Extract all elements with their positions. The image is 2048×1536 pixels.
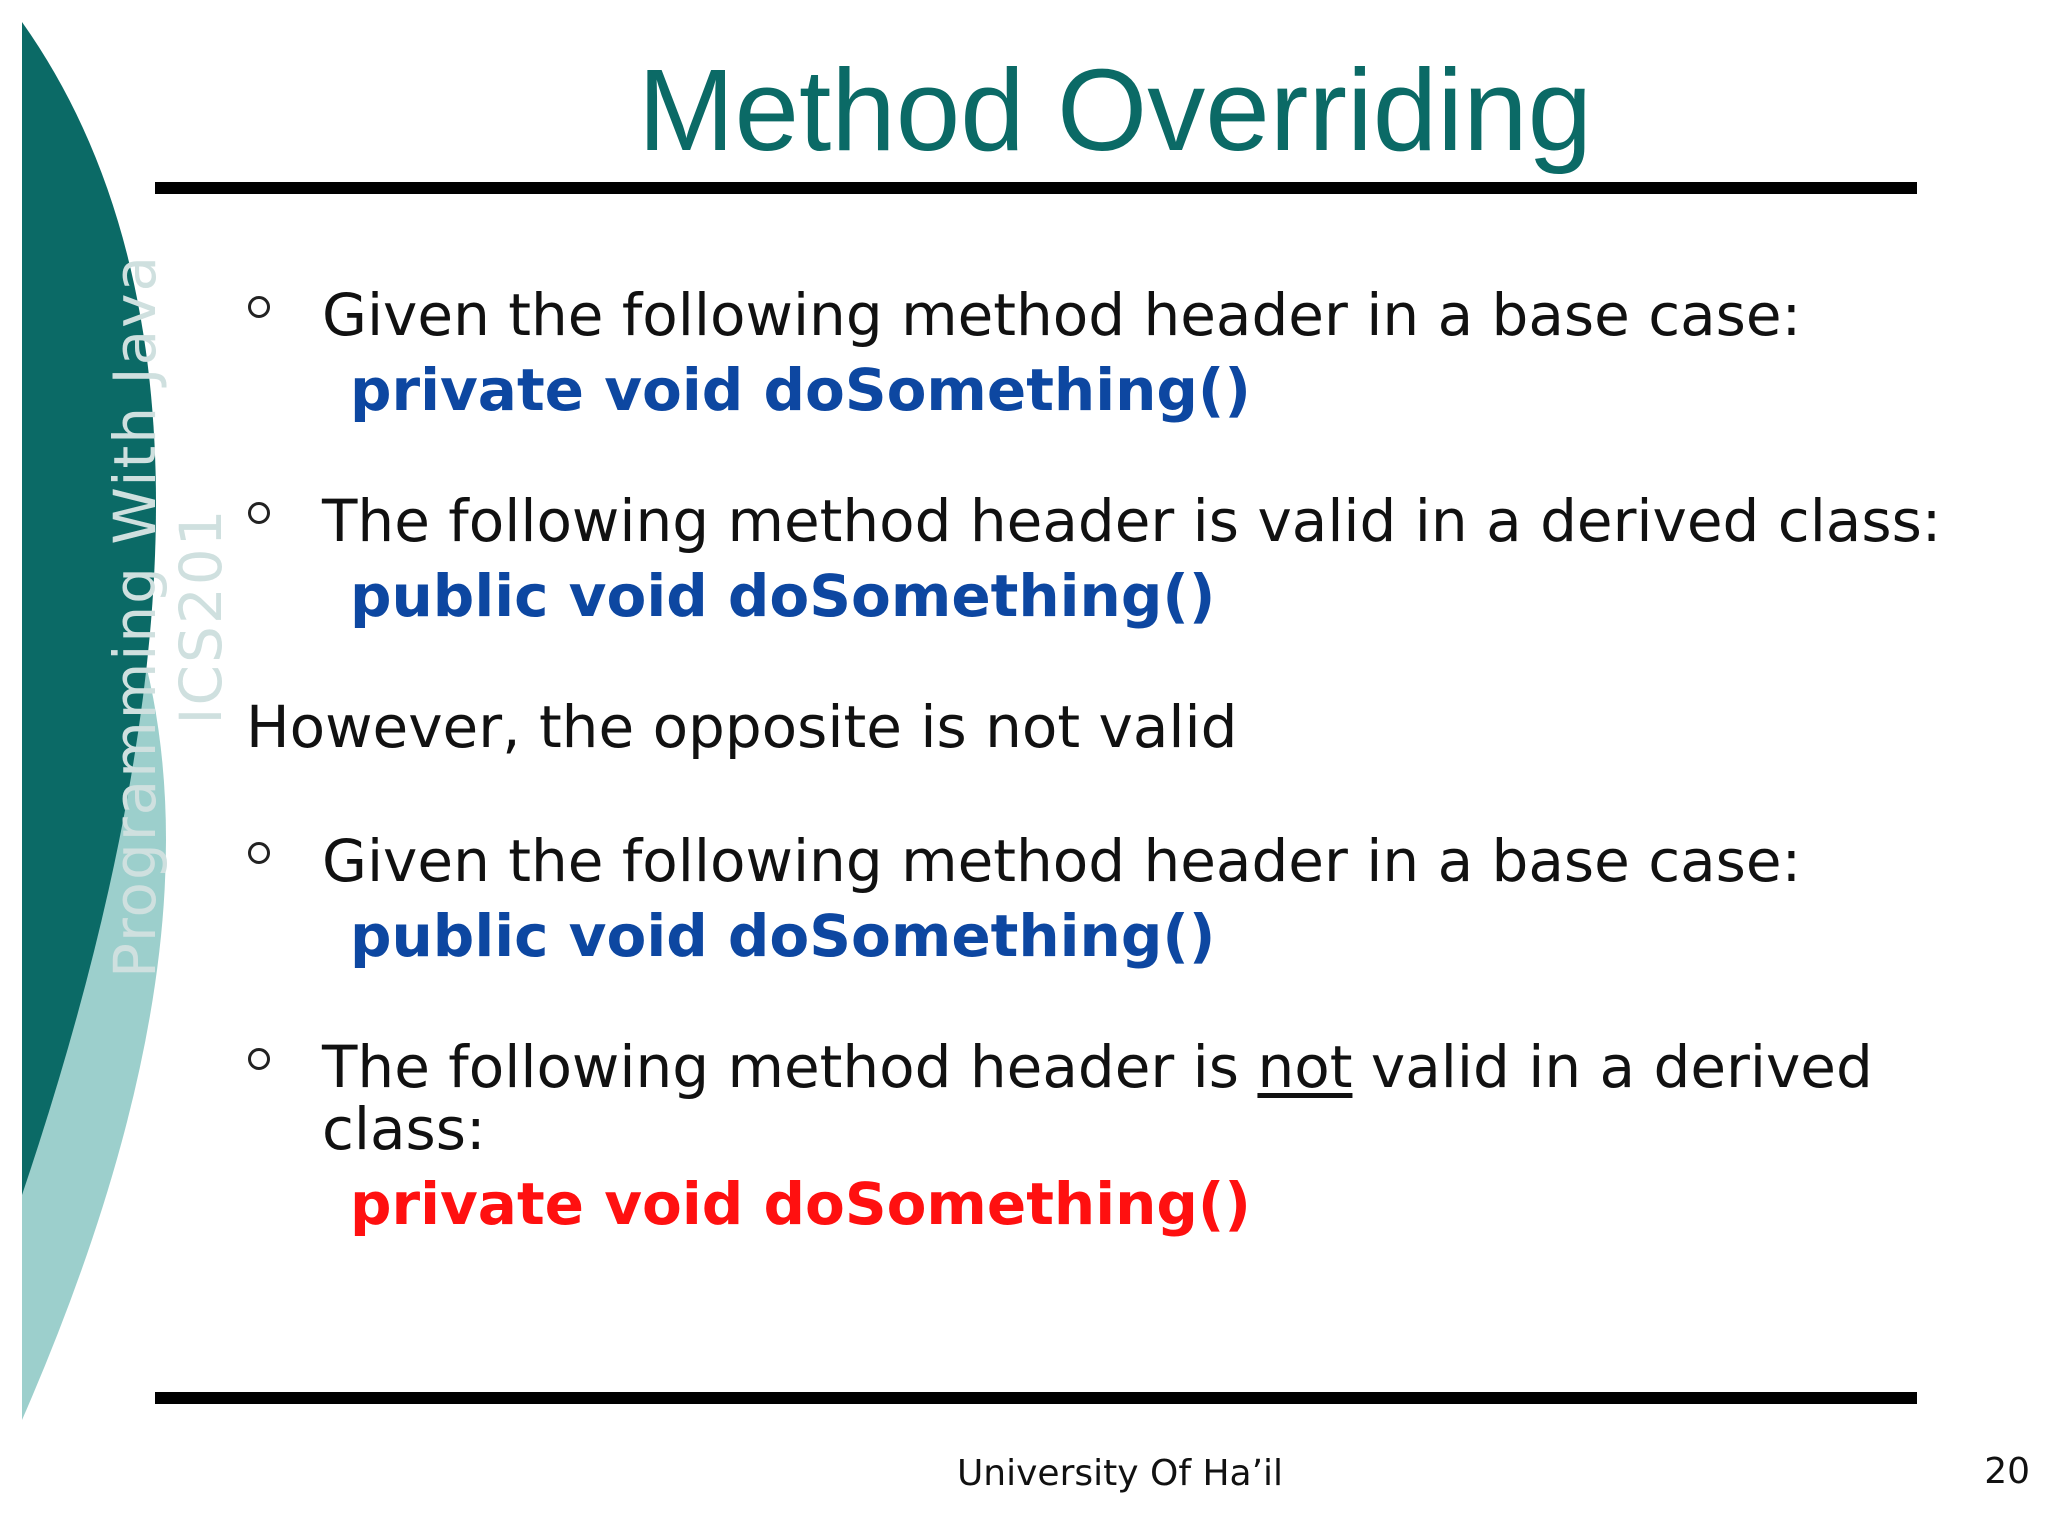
course-label-line1: Programming With Java — [101, 254, 169, 978]
bullet-4-text-end: valid in a derived — [1352, 1033, 1873, 1101]
bullet-4-code: private void doSomething() — [350, 1170, 1251, 1238]
opposite-note: However, the opposite is not valid — [246, 693, 1238, 761]
footer-divider — [155, 1392, 1917, 1404]
bullet-4-emphasis: not — [1257, 1033, 1353, 1101]
page-number: 20 — [1984, 1451, 2030, 1492]
course-label-line2: ICS201 — [167, 507, 235, 725]
bullet-circle-icon — [248, 842, 270, 864]
bullet-4-text — [322, 1034, 1873, 1100]
bullet-3-text: Given the following method header in a base case: — [322, 827, 1802, 895]
bullet-3-code: public void doSomething() — [350, 902, 1216, 970]
bullet-circle-icon — [248, 1048, 270, 1070]
bullet-1-text: Given the following method header in a base case: — [322, 281, 1802, 349]
bullet-circle-icon — [248, 296, 270, 318]
bullet-circle-icon — [248, 502, 270, 524]
bullet-4-text-start: The following method header is — [322, 1033, 1258, 1101]
bullet-4-text-line2: class: — [322, 1095, 486, 1163]
bullet-1-code: private void doSomething() — [350, 356, 1251, 424]
slide-title: Method Overriding — [637, 45, 1593, 175]
bullet-2-code: public void doSomething() — [350, 562, 1216, 630]
footer-university: University Of Ha’il — [956, 1453, 1284, 1494]
bullet-2-text: The following method header is valid in a derived class: — [322, 487, 1942, 555]
